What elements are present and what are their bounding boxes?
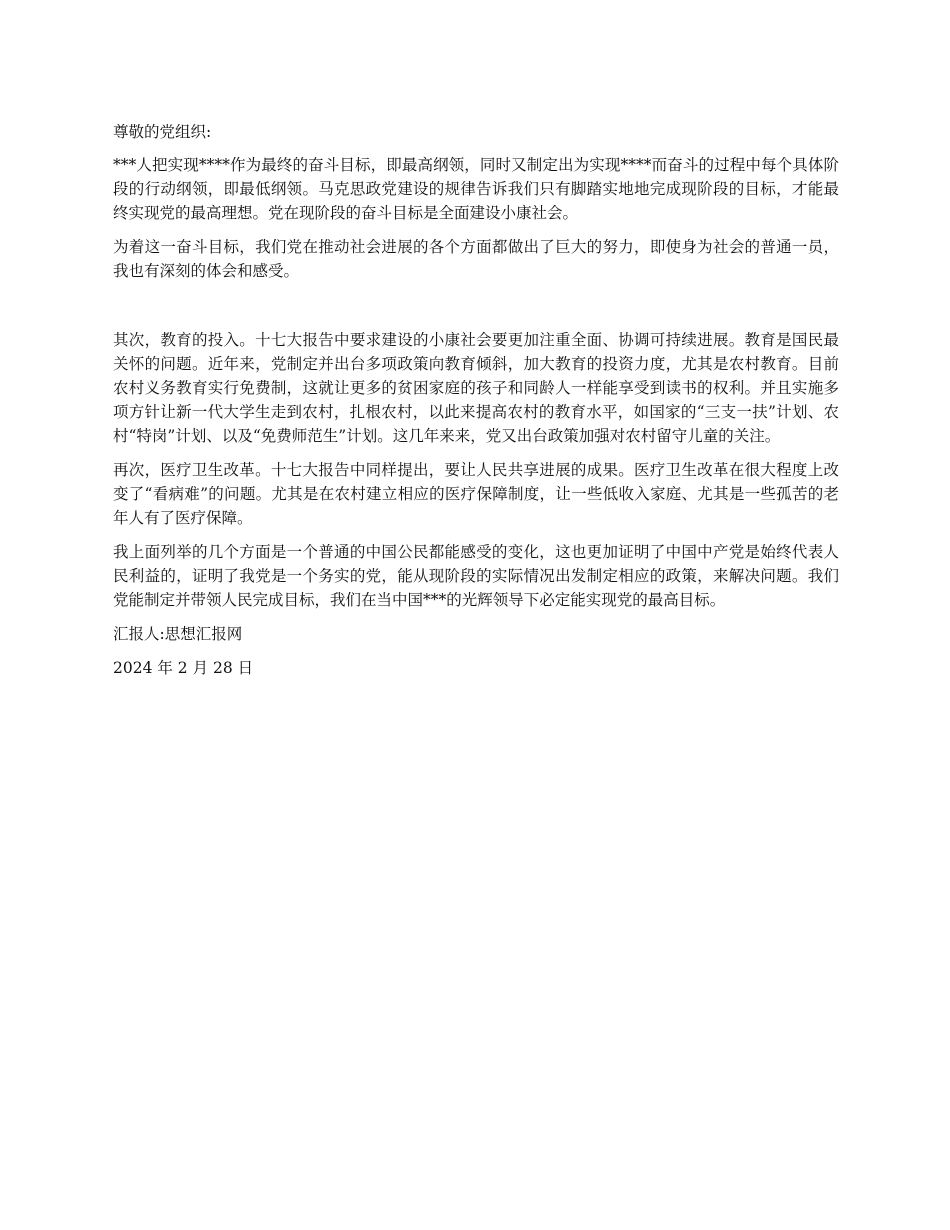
- reporter-line: 汇报人:思想汇报网: [113, 625, 243, 643]
- greeting: 尊敬的党组织:: [113, 123, 212, 141]
- paragraph-effort: 为着这一奋斗目标，我们党在推动社会进展的各个方面都做出了巨大的努力，即使身为社会的普通一员，我也有深刻的体会和感受。: [113, 238, 839, 280]
- blank-space: [113, 293, 839, 328]
- date-line: 2024 年 2 月 28 日: [113, 659, 254, 677]
- paragraph-healthcare: 再次，医疗卫生改革。十七大报告中同样提出，要让人民共享进展的成果。医疗卫生改革在很大程度上改变了“看病难”的问题。尤其是在农村建立相应的医疗保障制度，让一些低收入家庭、尤其是一些孤苦的老年人有了医疗保障。: [113, 461, 839, 527]
- paragraph-goal: ***人把实现****作为最终的奋斗目标，即最高纲领，同时又制定出为实现****而奋斗的过程中每个具体阶段的行动纲领，即最低纲领。马克思政党建设的规律告诉我们只有脚踏实地地完成现阶段的目标，才能最终实现党的最高理想。党在现阶段的奋斗目标是全面建设小康社会。: [113, 156, 839, 222]
- paragraph-education: 其次，教育的投入。十七大报告中要求建设的小康社会要更加注重全面、协调可持续进展。教育是国民最关怀的问题。近年来，党制定并出台多项政策向教育倾斜，加大教育的投资力度，尤其是农村教育。目前农村义务教育实行免费制，这就让更多的贫困家庭的孩子和同龄人一样能享受到读书的权利。并且实施多项方针让新一代大学生走到农村，扎根农村，以此来提高农村的教育水平，如国家的“三支一扶”计划、农村“特岗”计划、以及“免费师范生”计划。这几年来来，党又出台政策加强对农村留守儿童的关注。: [113, 331, 839, 445]
- paragraph-conclusion: 我上面列举的几个方面是一个普通的中国公民都能感受的变化，这也更加证明了中国中产党是始终代表人民利益的，证明了我党是一个务实的党，能从现阶段的实际情况出发制定相应的政策，来解决问题。我们党能制定并带领人民完成目标，我们在当中国***的光辉领导下必定能实现党的最高目标。: [113, 543, 839, 609]
- document-body: [113, 120, 839, 690]
